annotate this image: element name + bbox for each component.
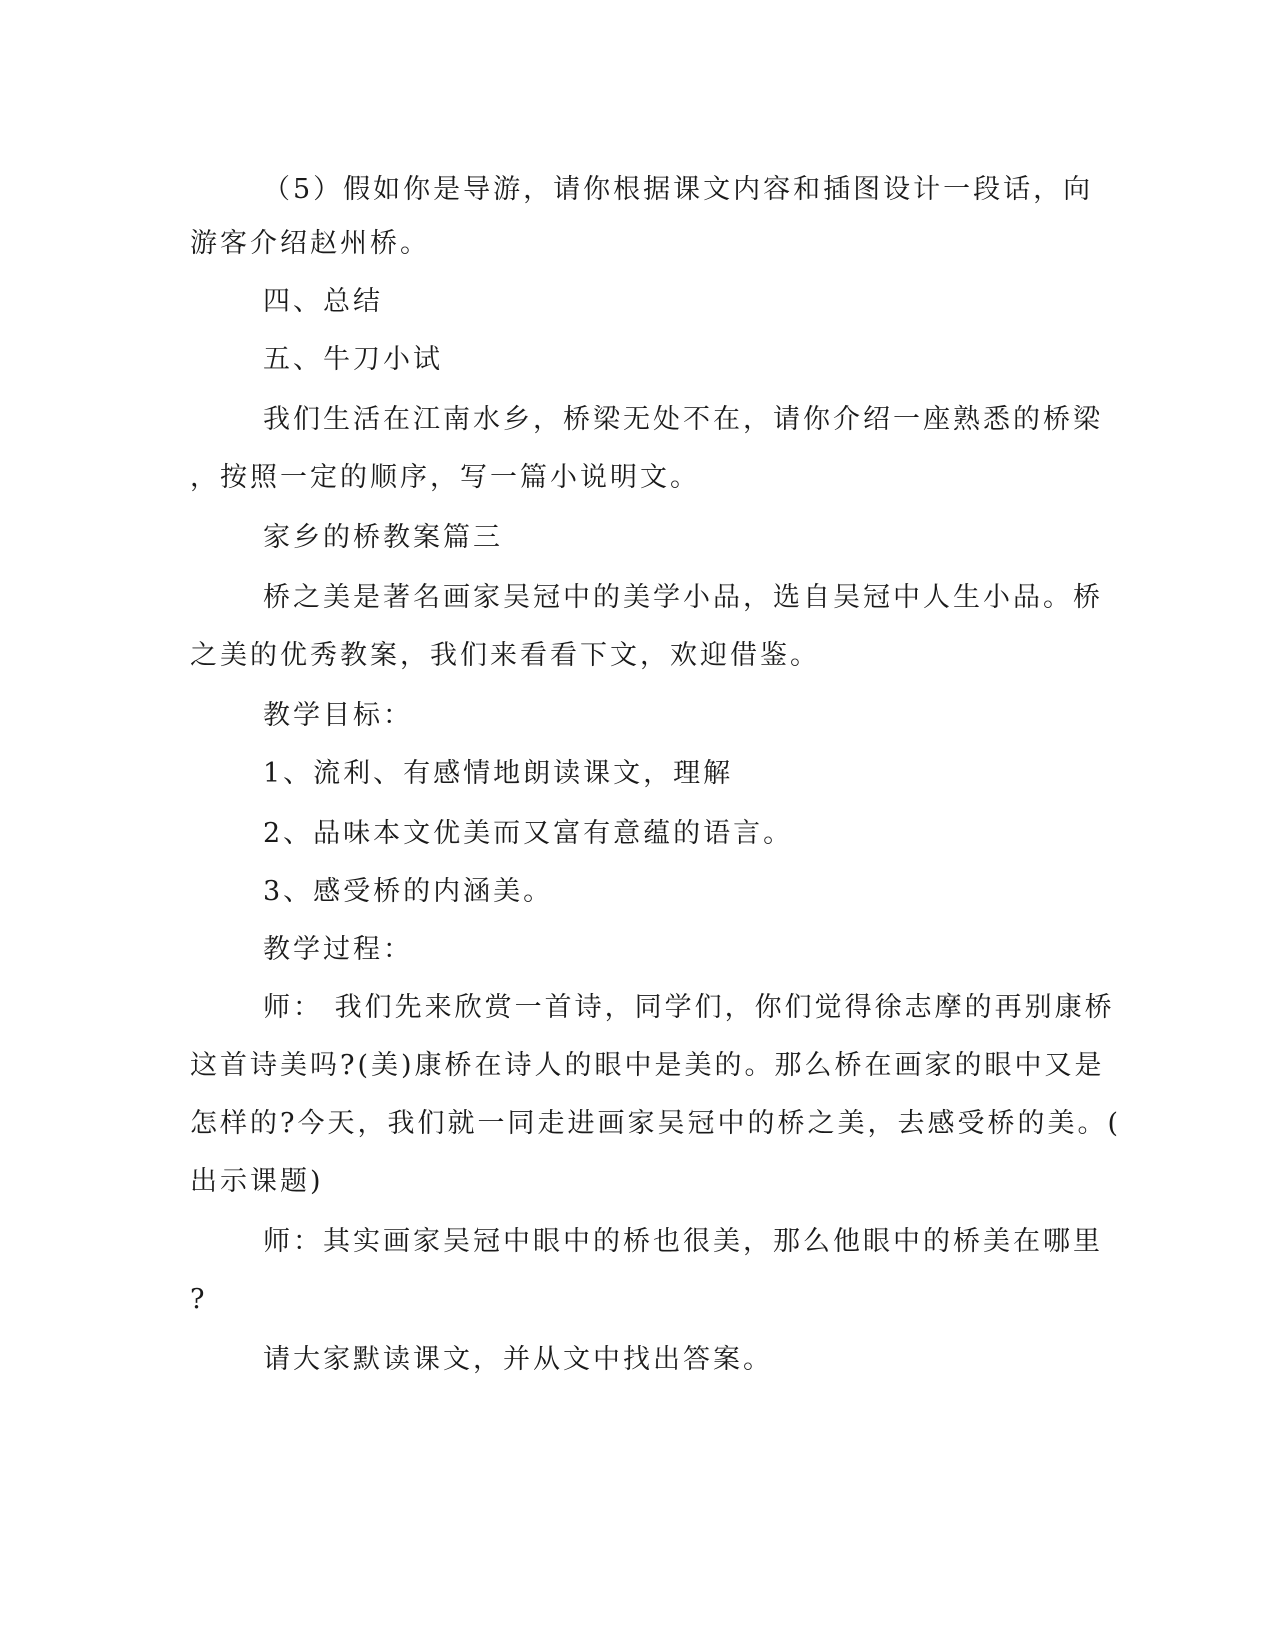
list-item: 3、感受桥的内涵美。 — [263, 876, 554, 907]
section-heading: 四、总结 — [263, 286, 383, 317]
text-line: 师：其实画家吴冠中眼中的桥也很美，那么他眼中的桥美在哪里 — [263, 1226, 1103, 1257]
text-line: 这首诗美吗?(美)康桥在诗人的眼中是美的。那么桥在画家的眼中又是 — [190, 1050, 1105, 1081]
text-line: 请大家默读课文，并从文中找出答案。 — [263, 1344, 773, 1375]
text-line: 游客介绍赵州桥。 — [190, 228, 430, 259]
section-heading: 五、牛刀小试 — [263, 344, 443, 375]
text-line: （5）假如你是导游，请你根据课文内容和插图设计一段话，向 — [263, 174, 1094, 205]
text-line: 之美的优秀教案，我们来看看下文，欢迎借鉴。 — [190, 640, 820, 671]
text-line: 出示课题) — [190, 1166, 324, 1197]
section-heading: 家乡的桥教案篇三 — [263, 522, 503, 553]
list-item: 1、流利、有感情地朗读课文，理解 — [263, 758, 734, 789]
text-line: ，按照一定的顺序，写一篇小说明文。 — [190, 462, 700, 493]
text-line: ? — [190, 1284, 208, 1315]
section-heading: 教学过程： — [263, 934, 413, 965]
text-line: 我们生活在江南水乡，桥梁无处不在，请你介绍一座熟悉的桥梁 — [263, 404, 1103, 435]
text-line: 师： 我们先来欣赏一首诗，同学们，你们觉得徐志摩的再别康桥 — [263, 992, 1115, 1023]
text-line: 桥之美是著名画家吴冠中的美学小品，选自吴冠中人生小品。桥 — [263, 582, 1103, 613]
list-item: 2、品味本文优美而又富有意蕴的语言。 — [263, 818, 794, 849]
text-line: 怎样的?今天，我们就一同走进画家吴冠中的桥之美，去感受桥的美。( — [190, 1108, 1122, 1139]
section-heading: 教学目标： — [263, 700, 413, 731]
